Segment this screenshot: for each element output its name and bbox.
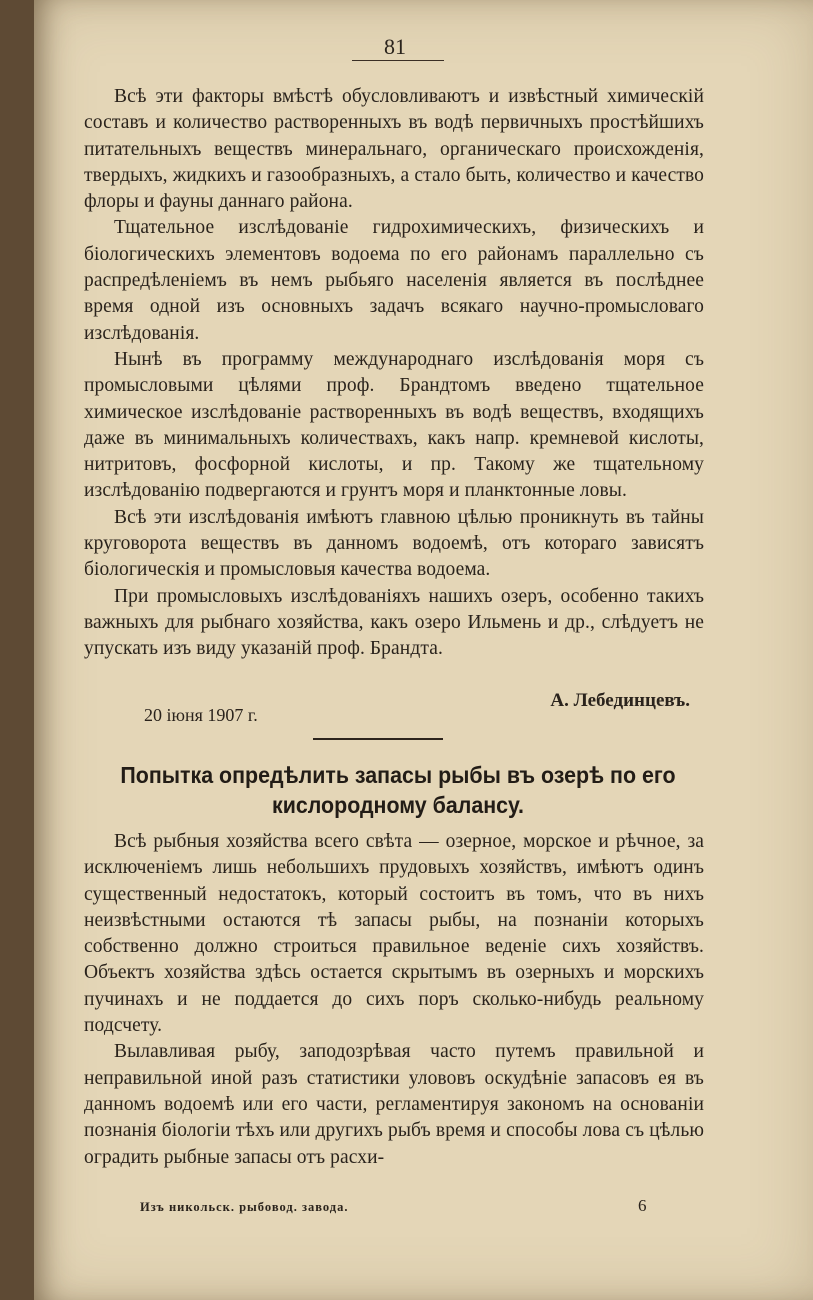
paragraph: Тщательное изслѣдованіе гидрохимическихъ, физическихъ и біологическихъ элементовъ водоема по его районамъ параллельно съ распредѣленіемъ въ немъ рыбьяго населенія является въ послѣднее время одной изъ основныхъ задачъ всякаго научно-промысловаго изслѣдованія. <box>84 217 704 344</box>
paragraph: Всѣ эти изслѣдованія имѣютъ главною цѣлью проникнуть въ тайны круговорота веществъ въ данномъ водоемѣ, отъ котораго зависятъ біологическія и промысловыя качества водоема. <box>84 506 704 581</box>
section-title: Попытка опредѣлить запасы рыбы въ озерѣ по его кислородному балансу. <box>120 762 676 818</box>
author-signature: А. Лебединцевъ. <box>550 690 690 711</box>
paragraph: При промысловыхъ изслѣдованіяхъ нашихъ озеръ, особенно такихъ важныхъ для рыбнаго хозяйства, какъ озеро Ильмень и др., слѣдуетъ не упускать изъ виду указаній проф. Брандта. <box>84 585 704 660</box>
article-body-section <box>84 829 704 1171</box>
book-page <box>34 0 813 1300</box>
section-divider <box>313 738 443 740</box>
paragraph: Всѣ рыбныя хозяйства всего свѣта — озерное, морское и рѣчное, за исключеніемъ лишь небольшихъ прудовыхъ хозяйствъ, имѣютъ одинъ существенный недостатокъ, который состоитъ въ томъ, что въ нихъ неизвѣстными остаются тѣ запасы рыбы, на познаніи которыхъ собственно должно строиться правильное веденіе сихъ хозяйствъ. Объектъ хозяйства здѣсь остается скрытымъ въ озерныхъ и морскихъ пучинахъ и не поддается до сихъ поръ сколько-нибудь реальному подсчету. <box>84 831 704 1037</box>
footer-source: Изъ никольск. рыбовод. завода. <box>140 1200 349 1214</box>
paragraph: Вылавливая рыбу, заподозрѣвая часто путемъ правильной и неправильной иной разъ статистики улововъ оскудѣніе запасовъ ея въ данномъ водоемѣ или его части, регламентируя закономъ на основаніи познанія біологіи тѣхъ или другихъ рыбъ время и способы лова съ цѣлью оградить рыбные запасы отъ расхи- <box>84 1041 704 1168</box>
article-date: 20 іюня 1907 г. <box>144 705 258 725</box>
paragraph: Всѣ эти факторы вмѣстѣ обусловливаютъ и извѣстный химическій составъ и количество растворенныхъ въ водѣ первичныхъ простѣйшихъ питательныхъ веществъ минеральнаго, органическаго происхожденія, твердыхъ, жидкихъ и газообразныхъ, а стало быть, количество и качество флоры и фауны даннаго района. <box>84 86 704 213</box>
header-rule <box>352 60 444 61</box>
paragraph: Нынѣ въ программу международнаго изслѣдованія моря съ промысловыми цѣлями проф. Брандтомъ введено тщательное химическое изслѣдованіе растворенныхъ въ водѣ веществъ, входящихъ даже въ минимальныхъ количествахъ, какъ напр. кремневой кислоты, нитритовъ, фосфорной кислоты, и пр. Такому же тщательному изслѣдованію подвергаются и грунтъ моря и планктонные ловы. <box>84 348 704 502</box>
article-body-top <box>84 84 704 663</box>
signature-mark: 6 <box>638 1196 647 1215</box>
page-number: 81 <box>384 34 406 59</box>
